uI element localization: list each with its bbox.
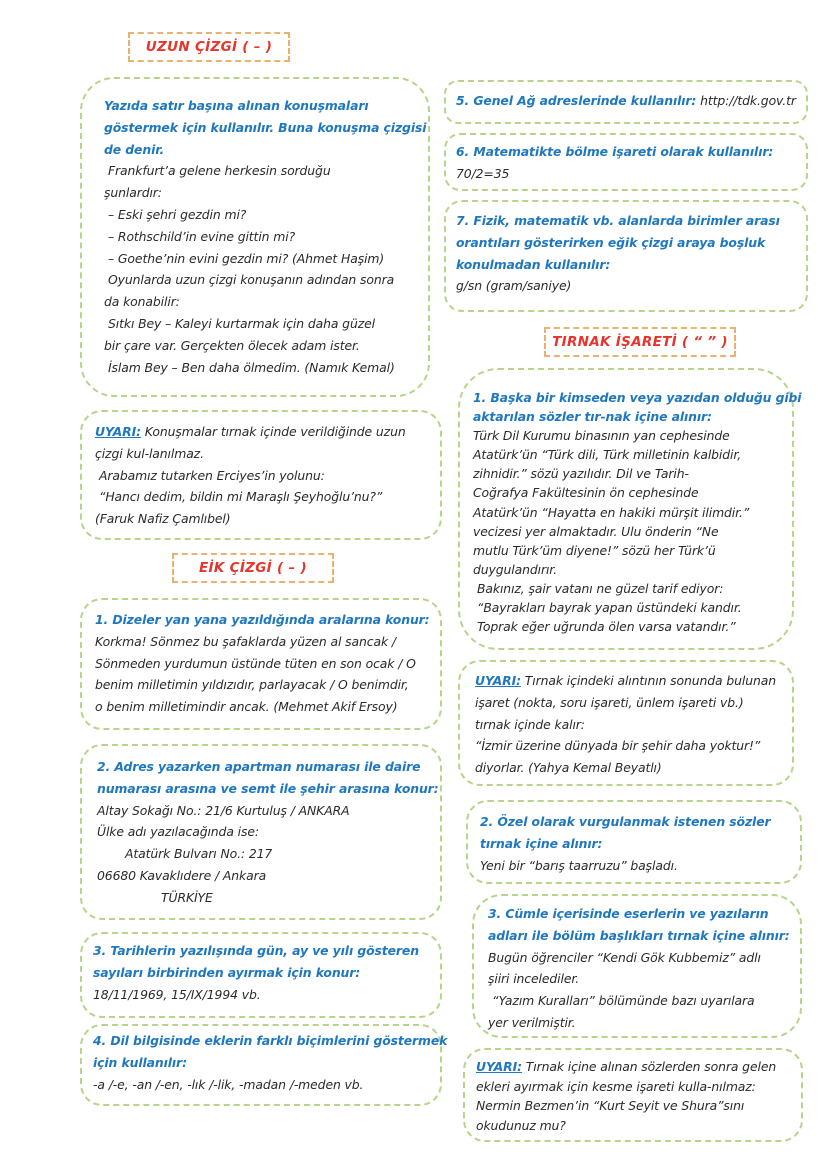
tirnak-1-head-1: 1. Başka bir kimseden veya yazıdan olduğu gibi bbox=[473, 390, 802, 405]
egik-6-content bbox=[456, 141, 773, 185]
uyari-1-text-2: çizgi kul-lanılmaz. bbox=[95, 445, 204, 461]
tirnak-3-head-1: 3. Cümle içerisinde eserlerin ve yazıların bbox=[488, 906, 769, 921]
uyari-3-line-1: ekleri ayırmak için kesme işareti kulla-nılmaz: bbox=[476, 1078, 756, 1094]
egik-7-head-1: 7. Fizik, matematik vb. alanlarda birimler arası bbox=[456, 213, 780, 228]
uyari-3-line-2: Nermin Bezmen’in “Kurt Seyit ve Shura”sını bbox=[476, 1098, 745, 1114]
egik-5-ex: http://tdk.gov.tr bbox=[700, 93, 796, 108]
egik-6-head: 6. Matematikte bölme işareti olarak kullanılır: bbox=[456, 144, 774, 159]
uyari-3-label: UYARI: bbox=[476, 1059, 522, 1074]
uyari-3-text-1: Tırnak içine alınan sözlerden sonra gelen bbox=[525, 1059, 777, 1074]
egik-2-head-1: 2. Adres yazarken apartman numarası ile daire bbox=[97, 759, 421, 774]
uyari-1-ex-3: (Faruk Nafiz Çamlıbel) bbox=[95, 511, 231, 527]
uyari-2-label: UYARI: bbox=[475, 673, 521, 688]
uyari-1-text-1: Konuşmalar tırnak içinde verildiğinde uzun bbox=[144, 424, 406, 439]
tirnak-1-line-1: Türk Dil Kurumu binasının yan cephesinde bbox=[473, 428, 730, 444]
tirnak-1-poem-3: Toprak eğer uğrunda ölen varsa vatandır.” bbox=[477, 619, 736, 635]
egik-2-country: TÜRKİYE bbox=[161, 889, 213, 905]
tirnak-2-ex: Yeni bir “barış taarruzu” başladı. bbox=[480, 857, 678, 873]
uzun-ex2-2: da konabilir: bbox=[104, 294, 180, 310]
uzun-ex1-2: şunlardır: bbox=[104, 185, 162, 201]
uyari-1-ex-1: Arabamız tutarken Erciyes’in yolunu: bbox=[99, 467, 325, 483]
egik-4-head-1: 4. Dil bilgisinde eklerin farklı biçimlerini göstermek bbox=[93, 1033, 448, 1048]
egik-7-head-2: orantıları gösterirken eğik çizgi araya boşluk bbox=[456, 234, 766, 250]
egik-4-head-2: için kullanılır: bbox=[93, 1054, 187, 1070]
title-egik-cizgi: EİK ÇİZGİ ( – ) bbox=[172, 553, 334, 583]
tirnak-1-head-2: aktarılan sözler tır-nak içine alınır: bbox=[473, 409, 712, 425]
egik-5-head: 5. Genel Ağ adreslerinde kullanılır: bbox=[456, 93, 697, 108]
uzun-line-2: göstermek için kullanılır. Buna konuşma çizgisi bbox=[104, 119, 427, 135]
egik-1-head: 1. Dizeler yan yana yazıldığında aralarına konur: bbox=[95, 612, 430, 627]
egik-1-line-2: Sönmeden yurdumun üstünde tüten en son ocak / O bbox=[95, 655, 416, 671]
title-uzun-cizgi: UZUN ÇİZGİ ( – ) bbox=[128, 32, 290, 62]
tirnak-3-line-1: Bugün öğrenciler “Kendi Gök Kubbemiz” adlı bbox=[488, 949, 761, 965]
egik-2-address-2: 06680 Kavaklıdere / Ankara bbox=[97, 867, 267, 883]
tirnak-1-line-2: Atatürk’ün “Türk dili, Türk milletinin kalbidir, bbox=[473, 447, 742, 463]
egik-3-content bbox=[93, 940, 419, 1005]
egik-6-ex: 70/2=35 bbox=[456, 165, 510, 181]
tirnak-3-line-3: “Yazım Kuralları” bölümünde bazı uyarılara bbox=[492, 993, 755, 1009]
uyari-3-content bbox=[476, 1057, 776, 1135]
uzun-cizgi-content bbox=[104, 95, 426, 378]
egik-4-ex: -a /-e, -an /-en, -lık /-lik, -madan /-meden vb. bbox=[93, 1076, 364, 1092]
tirnak-1-line-5: Atatürk’ün “Hayatta en hakiki mürşit ilimdir.” bbox=[473, 504, 750, 520]
uyari-1-ex-2: “Hancı dedim, bildin mi Maraşlı Şeyhoğlu’nu?” bbox=[99, 489, 383, 505]
egik-7-head-3: konulmadan kullanılır: bbox=[456, 256, 611, 272]
uzun-ex1-5: – Goethe’nin evini gezdin mi? (Ahmet Haşim) bbox=[108, 250, 385, 266]
uyari-2-line-2: tırnak içinde kalır: bbox=[475, 716, 585, 732]
tirnak-1-line-6: vecizesi yer almaktadır. Ulu önderin “Ne bbox=[473, 523, 719, 539]
tirnak-1-line-8: duygulandırır. bbox=[473, 561, 557, 577]
tirnak-1-poem-1: Bakınız, şair vatanı ne güzel tarif ediyor: bbox=[477, 580, 724, 596]
uzun-ex1-3: – Eski şehri gezdin mi? bbox=[108, 206, 247, 222]
tirnak-1-line-3: zihnidir.” sözü yazılıdır. Dil ve Tarih- bbox=[473, 466, 689, 482]
egik-3-ex: 18/11/1969, 15/IX/1994 vb. bbox=[93, 986, 261, 1002]
uyari-2-line-4: diyorlar. (Yahya Kemal Beyatlı) bbox=[475, 760, 662, 776]
tirnak-3-line-4: yer verilmiştir. bbox=[488, 1014, 576, 1030]
tirnak-1-poem-2: “Bayrakları bayrak yapan üstündeki kandır. bbox=[477, 600, 742, 616]
egik-2-content bbox=[97, 756, 439, 909]
uzun-line-1: Yazıda satır başına alınan konuşmaları bbox=[104, 98, 369, 113]
tirnak-2-content bbox=[480, 811, 771, 876]
egik-5-content bbox=[456, 90, 796, 112]
tirnak-3-line-2: şiiri incelediler. bbox=[488, 971, 580, 987]
tirnak-1-line-4: Coğrafya Fakültesinin ön cephesinde bbox=[473, 485, 699, 501]
uyari-2-line-3: “İzmir üzerine dünyada bir şehir daha yoktur!” bbox=[475, 738, 761, 754]
uyari-1-content bbox=[95, 421, 406, 530]
uyari-2-line-1: işaret (nokta, soru işareti, ünlem işareti vb.) bbox=[475, 694, 744, 710]
uzun-ex1-4: – Rothschild’in evine gittin mi? bbox=[108, 228, 296, 244]
uzun-ex2-3: Sıtkı Bey – Kaleyi kurtarmak için daha güzel bbox=[108, 315, 375, 331]
uyari-1-label: UYARI: bbox=[95, 424, 141, 439]
uzun-line-3: de denir. bbox=[104, 141, 165, 157]
uyari-2-content bbox=[475, 670, 776, 779]
tirnak-2-head-2: tırnak içine alınır: bbox=[480, 835, 603, 851]
tirnak-2-head-1: 2. Özel olarak vurgulanmak istenen sözler bbox=[480, 814, 771, 829]
egik-2-head-2: numarası arasına ve semt ile şehir arasına konur: bbox=[97, 780, 439, 796]
tirnak-1-content bbox=[473, 388, 801, 636]
uzun-ex2-5: İslam Bey – Ben daha ölmedim. (Namık Kemal) bbox=[108, 359, 395, 375]
egik-2-line-1: Altay Sokağı No.: 21/6 Kurtuluş / ANKARA bbox=[97, 802, 350, 818]
egik-1-line-3: benim milletimin yıldızıdır, parlayacak / O benimdir, bbox=[95, 677, 409, 693]
uzun-ex1-1: Frankfurt’a gelene herkesin sorduğu bbox=[108, 163, 331, 179]
egik-2-address-1: Atatürk Bulvarı No.: 217 bbox=[125, 846, 273, 862]
egik-1-line-4: o benim milletimindir ancak. (Mehmet Akif Ersoy) bbox=[95, 699, 398, 715]
egik-7-content bbox=[456, 210, 780, 297]
uyari-2-text-1: Tırnak içindeki alıntının sonunda bulunan bbox=[524, 673, 776, 688]
uyari-3-line-3: okudunuz mu? bbox=[476, 1117, 566, 1133]
egik-1-line-1: Korkma! Sönmez bu şafaklarda yüzen al sancak / bbox=[95, 633, 396, 649]
egik-2-line-2: Ülke adı yazılacağında ise: bbox=[97, 824, 259, 840]
tirnak-3-head-2: adları ile bölüm başlıkları tırnak içine alınır: bbox=[488, 927, 790, 943]
egik-3-head-1: 3. Tarihlerin yazılışında gün, ay ve yılı gösteren bbox=[93, 943, 419, 958]
title-tirnak-isareti: TIRNAK İŞARETİ ( “ ” ) bbox=[544, 327, 736, 357]
tirnak-1-line-7: mutlu Türk’üm diyene!” sözü her Türk’ü bbox=[473, 542, 716, 558]
uzun-ex2-1: Oyunlarda uzun çizgi konuşanın adından sonra bbox=[108, 272, 395, 288]
tirnak-3-content bbox=[488, 903, 790, 1034]
egik-4-content bbox=[93, 1030, 447, 1095]
uzun-ex2-4: bir çare var. Gerçekten ölecek adam ister. bbox=[104, 337, 360, 353]
egik-1-content bbox=[95, 609, 430, 718]
egik-3-head-2: sayıları birbirinden ayırmak için konur: bbox=[93, 964, 361, 980]
egik-7-ex: g/sn (gram/saniye) bbox=[456, 278, 572, 294]
